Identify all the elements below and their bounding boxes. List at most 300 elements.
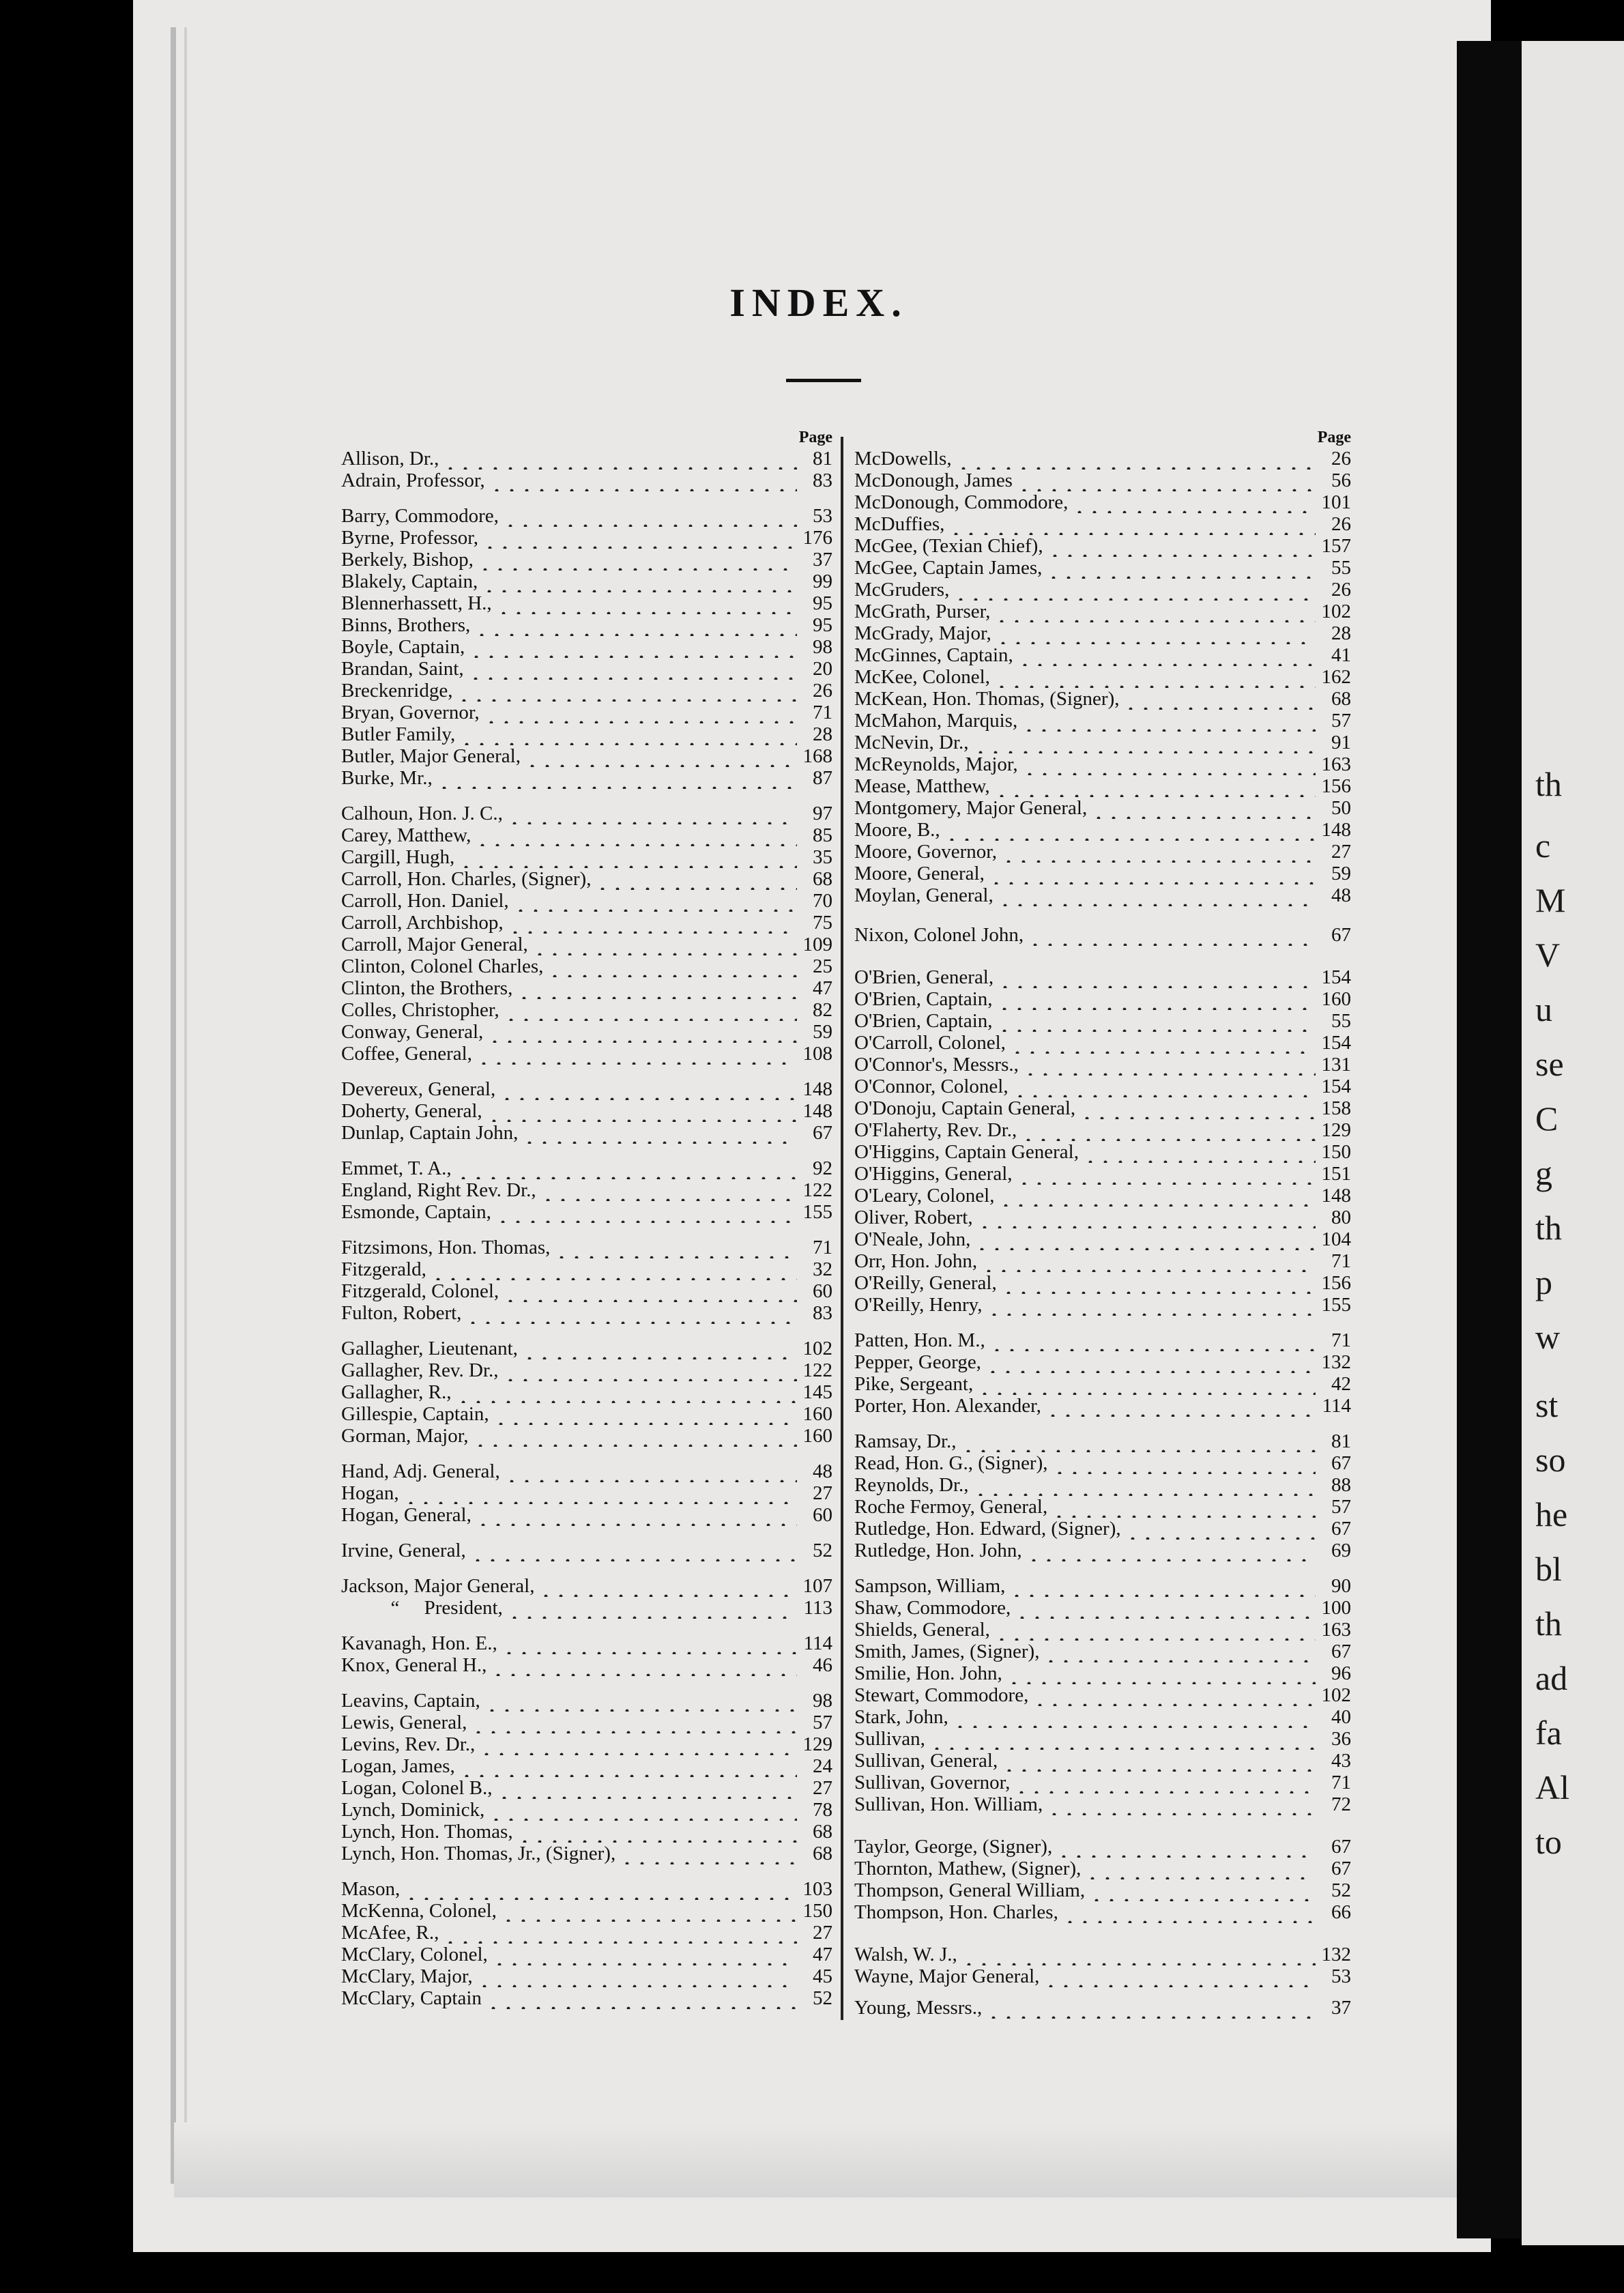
index-entry	[341, 1632, 832, 1654]
index-entry	[341, 824, 832, 846]
entry-name: Smith, James, (Signer),	[854, 1641, 1040, 1662]
entry-name: Gallagher, R.,	[341, 1381, 452, 1403]
entry-page-number: 52	[1331, 1879, 1351, 1901]
dot-leader	[469, 637, 797, 658]
index-entry	[854, 797, 1351, 819]
entry-page-number: 41	[1331, 644, 1351, 666]
adjacent-page-text: st	[1535, 1386, 1558, 1424]
dot-leader	[1047, 536, 1316, 557]
index-entry	[341, 1201, 832, 1223]
dot-leader	[443, 1923, 797, 1944]
adjacent-page-text: fa	[1535, 1714, 1562, 1752]
index-entry	[854, 1294, 1351, 1316]
entry-page-number: 35	[813, 846, 832, 868]
dot-leader	[1028, 925, 1316, 946]
adjacent-page	[1522, 41, 1624, 2245]
entry-name: Sampson, William,	[854, 1575, 1006, 1597]
index-entry	[854, 1395, 1351, 1417]
entry-page-number: 46	[813, 1654, 832, 1676]
entry-page-number: 36	[1331, 1728, 1351, 1750]
entry-name: Hogan,	[341, 1482, 399, 1504]
entry-page-number: 59	[813, 1021, 832, 1043]
dot-leader	[994, 1620, 1316, 1641]
dot-leader	[1045, 1396, 1316, 1417]
dot-leader	[554, 1238, 797, 1258]
entry-page-number: 163	[1321, 753, 1351, 775]
entry-page-number: 122	[802, 1179, 832, 1201]
dot-leader	[497, 1778, 797, 1799]
entry-page-number: 122	[802, 1359, 832, 1381]
dot-leader	[929, 1729, 1316, 1750]
entry-name: Butler Family,	[341, 723, 456, 745]
entry-name: O'Connor, Colonel,	[854, 1076, 1009, 1097]
entry-name: Mease, Matthew,	[854, 775, 990, 797]
index-entry	[341, 723, 832, 745]
index-entry	[854, 1076, 1351, 1097]
entry-page-number: 32	[813, 1258, 832, 1280]
entry-name: Berkely, Bishop,	[341, 549, 474, 571]
entry-page-number: 156	[1321, 1272, 1351, 1294]
entry-name: Lynch, Dominick,	[341, 1799, 485, 1821]
index-entry	[341, 1425, 832, 1447]
entry-page-number: 47	[813, 1944, 832, 1965]
index-entry	[854, 622, 1351, 644]
entry-name: Reynolds, Dr.,	[854, 1474, 969, 1496]
index-entry	[854, 753, 1351, 775]
adjacent-page-text: bl	[1535, 1550, 1562, 1588]
entry-name: Lewis, General,	[341, 1712, 467, 1733]
dot-leader	[495, 1202, 797, 1223]
dot-leader	[443, 449, 797, 470]
entry-page-number: 80	[1331, 1207, 1351, 1228]
index-entry	[854, 513, 1351, 535]
entry-page-number: 69	[1331, 1540, 1351, 1561]
entry-page-number: 71	[1331, 1772, 1351, 1793]
dot-leader	[484, 1691, 797, 1712]
page-column-header: Page	[1317, 429, 1351, 446]
entry-name: McKee, Colonel,	[854, 666, 990, 688]
index-entry	[854, 1641, 1351, 1662]
entry-name: Pike, Sergeant,	[854, 1373, 974, 1395]
index-entry	[854, 1141, 1351, 1163]
index-entry	[854, 841, 1351, 863]
entry-name: Moore, Governor,	[854, 841, 998, 863]
entry-name: Shaw, Commodore,	[854, 1597, 1011, 1619]
index-entry	[341, 1575, 832, 1597]
dot-leader	[456, 1383, 797, 1403]
entry-name: McClary, Captain	[341, 1987, 482, 2009]
entry-page-number: 154	[1321, 1076, 1351, 1097]
entry-page-number: 78	[813, 1799, 832, 1821]
entry-name: Gallagher, Rev. Dr.,	[341, 1359, 499, 1381]
dot-leader	[1062, 1903, 1316, 1923]
index-entry	[341, 1690, 832, 1712]
entry-name: Barry, Commodore,	[341, 505, 499, 527]
entry-page-number: 103	[802, 1878, 832, 1900]
entry-page-number: 150	[802, 1900, 832, 1922]
entry-page-number: 71	[1331, 1329, 1351, 1351]
index-entry	[854, 1054, 1351, 1076]
dot-leader	[475, 826, 797, 846]
entry-name: Cargill, Hugh,	[341, 846, 455, 868]
index-entry	[341, 1157, 832, 1179]
entry-page-number: 26	[1331, 513, 1351, 535]
adjacent-page-text: ad	[1535, 1659, 1568, 1697]
index-entry	[341, 912, 832, 934]
entry-name: Gallagher, Lieutenant,	[341, 1338, 518, 1359]
entry-page-number: 60	[813, 1504, 832, 1526]
dot-leader	[985, 1353, 1316, 1373]
dot-leader	[468, 659, 797, 680]
entry-name: Logan, James,	[341, 1755, 455, 1777]
index-entry	[854, 1474, 1351, 1496]
entry-name: McKean, Hon. Thomas, (Signer),	[854, 688, 1120, 710]
index-entry	[854, 1185, 1351, 1207]
index-entry	[341, 1078, 832, 1100]
dot-leader	[503, 506, 797, 527]
entry-name: O'Higgins, Captain General,	[854, 1141, 1079, 1163]
entry-page-number: 82	[813, 999, 832, 1021]
entry-page-number: 56	[1331, 470, 1351, 491]
dot-leader	[474, 616, 797, 636]
entry-name: Sullivan,	[854, 1728, 925, 1750]
index-entry	[854, 491, 1351, 513]
entry-name: McGrath, Purser,	[854, 601, 991, 622]
index-entry	[854, 470, 1351, 491]
entry-page-number: 71	[813, 1237, 832, 1258]
dot-leader	[456, 681, 797, 702]
entry-name: Carroll, Archbishop,	[341, 912, 504, 934]
dot-leader	[956, 449, 1316, 470]
index-entry	[341, 955, 832, 977]
entry-page-number: 162	[1321, 666, 1351, 688]
entry-name: Moore, B.,	[854, 819, 940, 841]
dot-leader	[997, 990, 1316, 1010]
entry-page-number: 52	[813, 1987, 832, 2009]
entry-name: Wayne, Major General,	[854, 1965, 1040, 1987]
index-entry	[854, 1329, 1351, 1351]
dot-leader	[491, 1656, 797, 1676]
index-entry	[854, 1207, 1351, 1228]
index-entry	[854, 535, 1351, 557]
adjacent-page-text: u	[1535, 990, 1552, 1028]
index-entry	[341, 745, 832, 767]
entry-page-number: 24	[813, 1755, 832, 1777]
adjacent-page-text: V	[1535, 936, 1561, 974]
entry-name: O'Neale, John,	[854, 1228, 971, 1250]
index-entry	[341, 470, 832, 491]
adjacent-page-text: to	[1535, 1823, 1562, 1861]
entry-page-number: 85	[813, 824, 832, 846]
index-entry	[854, 1772, 1351, 1793]
index-entry	[854, 988, 1351, 1010]
entry-name: Mason,	[341, 1878, 401, 1900]
index-entry	[854, 1272, 1351, 1294]
dot-leader	[431, 1260, 797, 1280]
entry-page-number: 27	[813, 1777, 832, 1799]
dot-leader	[986, 1998, 1316, 2019]
dot-leader	[404, 1879, 797, 1900]
index-entry	[854, 1032, 1351, 1054]
dot-leader	[1002, 1751, 1316, 1772]
dot-leader	[1009, 1576, 1316, 1597]
dot-leader	[994, 667, 1316, 688]
index-entry	[854, 1965, 1351, 1987]
dot-leader	[977, 1374, 1316, 1395]
index-entry	[854, 1496, 1351, 1518]
index-entry	[854, 1879, 1351, 1901]
index-entry	[341, 1460, 832, 1482]
index-entry	[341, 868, 832, 890]
entry-page-number: 67	[1331, 924, 1351, 946]
index-entry	[341, 977, 832, 999]
entry-name: Carey, Matthew,	[341, 824, 472, 846]
entry-name: Jackson, Major General,	[341, 1575, 535, 1597]
entry-page-number: 102	[1321, 601, 1351, 622]
entry-name: England, Right Rev. Dr.,	[341, 1179, 536, 1201]
entry-name: Fitzsimons, Hon. Thomas,	[341, 1237, 551, 1258]
entry-page-number: 57	[1331, 710, 1351, 732]
entry-name: McMahon, Marquis,	[854, 710, 1018, 732]
entry-page-number: 148	[802, 1100, 832, 1122]
dot-leader	[977, 1208, 1316, 1228]
index-entry	[854, 666, 1351, 688]
dot-leader	[517, 979, 797, 999]
adjacent-page-text: th	[1535, 765, 1562, 803]
dot-leader	[974, 1230, 1316, 1250]
dot-leader	[482, 528, 797, 549]
index-entry	[341, 999, 832, 1021]
index-entry	[341, 1540, 832, 1561]
dot-leader	[540, 1181, 797, 1201]
entry-page-number: 71	[1331, 1250, 1351, 1272]
index-entry	[854, 601, 1351, 622]
dot-leader	[1085, 1859, 1316, 1879]
dot-leader	[503, 1282, 797, 1302]
dot-leader	[465, 1303, 797, 1324]
entry-name: O'Flaherty, Rev. Dr.,	[854, 1119, 1017, 1141]
entry-name: Boyle, Captain,	[341, 636, 465, 658]
dot-leader	[493, 1404, 797, 1425]
entry-name: Taylor, George, (Signer),	[854, 1836, 1053, 1858]
index-entry	[854, 1373, 1351, 1395]
index-entry	[854, 1793, 1351, 1815]
entry-page-number: 26	[1331, 579, 1351, 601]
entry-name: Adrain, Professor,	[341, 470, 485, 491]
dot-leader	[1006, 1664, 1316, 1684]
entry-name: Roche Fermoy, General,	[854, 1496, 1048, 1518]
dot-leader	[1043, 1642, 1316, 1662]
entry-name: Coffee, General,	[341, 1043, 472, 1065]
entry-name: Moylan, General,	[854, 884, 994, 906]
entry-page-number: 28	[1331, 622, 1351, 644]
dot-leader	[944, 820, 1316, 841]
index-entry	[341, 1100, 832, 1122]
entry-name: O'Leary, Colonel,	[854, 1185, 995, 1207]
entry-page-number: 148	[1321, 819, 1351, 841]
entry-page-number: 27	[813, 1482, 832, 1504]
entry-page-number: 92	[813, 1157, 832, 1179]
index-entry	[341, 1359, 832, 1381]
entry-name: Gorman, Major,	[341, 1425, 469, 1447]
entry-page-number: 155	[802, 1201, 832, 1223]
dot-leader	[1046, 558, 1316, 579]
entry-page-number: 90	[1331, 1575, 1351, 1597]
entry-name: Calhoun, Hon. J. C.,	[341, 803, 503, 824]
index-entry	[341, 1597, 832, 1619]
entry-name: Butler, Major General,	[341, 745, 521, 767]
entry-name: Thompson, General William,	[854, 1879, 1086, 1901]
entry-name: Sullivan, Governor,	[854, 1772, 1011, 1793]
entry-page-number: 27	[813, 1922, 832, 1944]
dot-leader	[502, 1634, 797, 1654]
entry-page-number: 67	[1331, 1518, 1351, 1540]
dot-leader	[489, 471, 797, 491]
dot-leader	[1017, 471, 1316, 491]
index-entry	[854, 863, 1351, 884]
entry-name: Bryan, Governor,	[341, 702, 480, 723]
entry-name: Thornton, Mathew, (Signer),	[854, 1858, 1082, 1879]
entry-name: Fitzgerald,	[341, 1258, 426, 1280]
dot-leader	[1079, 1099, 1316, 1119]
dot-leader	[525, 747, 797, 767]
dot-leader	[620, 1844, 797, 1864]
entry-page-number: 98	[813, 636, 832, 658]
entry-page-number: 132	[1321, 1944, 1351, 1965]
index-entry	[341, 1821, 832, 1843]
index-entry	[854, 1518, 1351, 1540]
entry-name: McDonough, Commodore,	[854, 491, 1069, 513]
entry-name: McGrady, Major,	[854, 622, 991, 644]
entry-name: Allison, Dr.,	[341, 448, 439, 470]
dot-leader	[501, 1901, 797, 1922]
index-entry	[854, 966, 1351, 988]
dot-leader	[477, 1967, 797, 1987]
entry-name: Dunlap, Captain John,	[341, 1122, 519, 1144]
entry-page-number: 160	[802, 1425, 832, 1447]
index-entry	[854, 1706, 1351, 1728]
entry-page-number: 27	[1331, 841, 1351, 863]
entry-page-number: 40	[1331, 1706, 1351, 1728]
dot-leader	[1017, 646, 1316, 666]
entry-page-number: 57	[1331, 1496, 1351, 1518]
entry-page-number: 20	[813, 658, 832, 680]
dot-leader	[996, 624, 1316, 644]
entry-name: Emmet, T. A.,	[341, 1157, 452, 1179]
entry-page-number: 26	[1331, 448, 1351, 470]
dot-leader	[484, 703, 797, 723]
entry-page-number: 157	[1321, 535, 1351, 557]
dot-leader	[499, 1080, 797, 1100]
entry-page-number: 107	[802, 1575, 832, 1597]
entry-name: O'Brien, General,	[854, 966, 994, 988]
dot-leader	[487, 1022, 797, 1043]
entry-page-number: 68	[813, 868, 832, 890]
dot-leader	[1021, 1121, 1316, 1141]
index-entry	[341, 1878, 832, 1900]
entry-name: “ President,	[341, 1597, 503, 1619]
entry-name: Logan, Colonel B.,	[341, 1777, 493, 1799]
entry-page-number: 114	[803, 1632, 832, 1654]
dot-leader	[1017, 1164, 1316, 1185]
index-entry	[341, 1302, 832, 1324]
entry-name: Clinton, Colonel Charles,	[341, 955, 544, 977]
index-entry	[854, 644, 1351, 666]
index-entry	[854, 579, 1351, 601]
dot-leader	[487, 1101, 797, 1122]
index-entry	[341, 1258, 832, 1280]
entry-name: Clinton, the Brothers,	[341, 977, 513, 999]
dot-leader	[496, 594, 797, 614]
index-entry	[341, 636, 832, 658]
entry-page-number: 145	[802, 1381, 832, 1403]
entry-page-number: 68	[813, 1843, 832, 1864]
index-entry	[854, 1750, 1351, 1772]
dot-leader	[989, 1331, 1316, 1351]
dot-leader	[973, 733, 1316, 753]
entry-name: Lynch, Hon. Thomas,	[341, 1821, 513, 1843]
adjacent-page-text: Al	[1535, 1768, 1569, 1806]
entry-name: McDowells,	[854, 448, 952, 470]
index-entry	[341, 1504, 832, 1526]
entry-name: Moore, General,	[854, 863, 985, 884]
entry-name: McGinnes, Captain,	[854, 644, 1013, 666]
dot-leader	[1089, 1881, 1316, 1901]
index-entry	[341, 592, 832, 614]
index-entry	[341, 1944, 832, 1965]
dot-leader	[507, 804, 797, 824]
index-entry	[341, 1777, 832, 1799]
index-entry	[341, 1381, 832, 1403]
dot-leader	[1014, 1773, 1316, 1793]
entry-page-number: 60	[813, 1280, 832, 1302]
dot-leader	[1056, 1837, 1316, 1858]
entry-name: McGee, Captain James,	[854, 557, 1043, 579]
entry-name: Thompson, Hon. Charles,	[854, 1901, 1058, 1923]
dot-leader	[1072, 493, 1316, 513]
entry-name: Shields, General,	[854, 1619, 990, 1641]
entry-name: Gillespie, Captain,	[341, 1403, 489, 1425]
dot-leader	[517, 1822, 797, 1843]
dot-leader	[994, 777, 1316, 797]
entry-page-number: 45	[813, 1965, 832, 1987]
entry-name: McGruders,	[854, 579, 950, 601]
entry-name: Carroll, Hon. Daniel,	[341, 890, 509, 912]
dot-leader	[1001, 842, 1316, 863]
entry-name: Walsh, W. J.,	[854, 1944, 957, 1965]
index-entry	[854, 884, 1351, 906]
dot-leader	[1023, 1055, 1316, 1076]
entry-page-number: 66	[1331, 1901, 1351, 1923]
entry-page-number: 37	[813, 549, 832, 571]
index-entry	[854, 732, 1351, 753]
entry-name: O'Brien, Captain,	[854, 1010, 993, 1032]
entry-page-number: 67	[1331, 1452, 1351, 1474]
entry-name: Burke, Mr.,	[341, 767, 433, 789]
entry-page-number: 83	[813, 470, 832, 491]
index-entry	[341, 846, 832, 868]
index-entry	[341, 1922, 832, 1944]
dot-leader	[470, 1541, 797, 1561]
entry-page-number: 48	[813, 1460, 832, 1482]
entry-name: McReynolds, Major,	[854, 753, 1018, 775]
entry-page-number: 101	[1321, 491, 1351, 513]
dot-leader	[471, 1713, 797, 1733]
dot-leader	[437, 768, 797, 789]
dot-leader	[1047, 1795, 1316, 1815]
entry-name: Conway, General,	[341, 1021, 484, 1043]
entry-name: Hand, Adj. General,	[341, 1460, 500, 1482]
